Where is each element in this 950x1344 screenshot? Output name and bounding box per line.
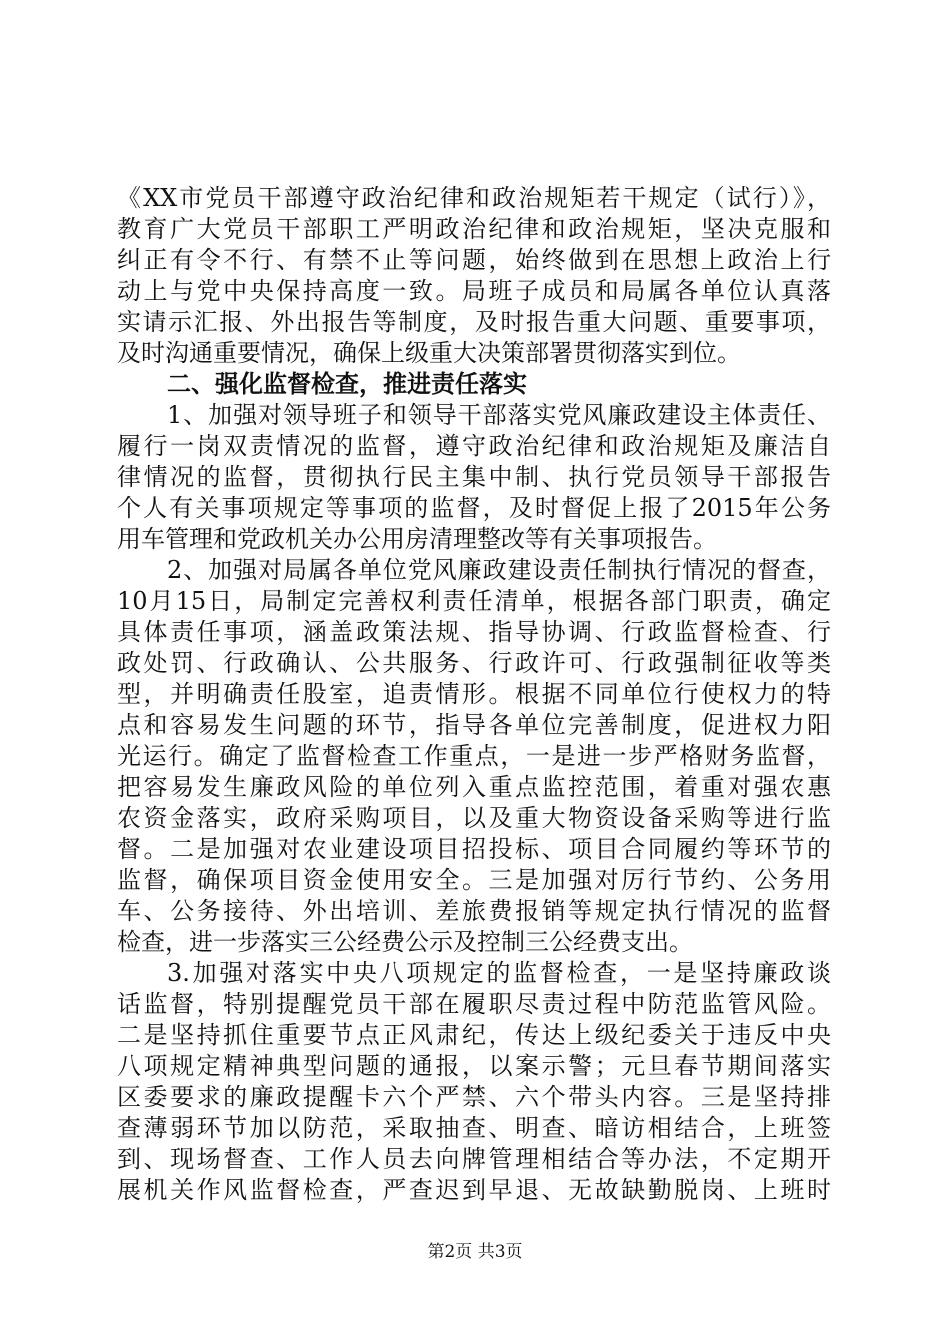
text-line: 车、公务接待、外出培训、差旅费报销等规定执行情况的监督 [117, 897, 831, 925]
text-line: 动上与党中央保持高度一致。局班子成员和局属各单位认真落 [117, 277, 831, 305]
text-line: 把容易发生廉政风险的单位列入重点监控范围，着重对强农惠 [117, 773, 831, 801]
text-line: 教育广大党员干部职工严明政治纪律和政治规矩，坚决克服和 [117, 215, 831, 243]
text-line: 实请示汇报、外出报告等制度，及时报告重大问题、重要事项， [117, 308, 831, 336]
page-footer: 第2页 共3页 [427, 1242, 523, 1262]
text-line: 区委要求的廉政提醒卡六个严禁、六个带头内容。三是坚持排 [117, 1083, 831, 1111]
text-line: 监督，确保项目资金使用安全。三是加强对厉行节约、公务用 [117, 866, 831, 894]
text-line: 话监督，特别提醒党员干部在履职尽责过程中防范监管风险。 [117, 990, 831, 1018]
text-line: 查薄弱环节加以防范，采取抽查、明查、暗访相结合，上班签 [117, 1114, 831, 1142]
text-line: 个人有关事项规定等事项的监督，及时督促上报了2015年公务 [117, 494, 831, 522]
text-line: 展机关作风监督检查，严查迟到早退、无故缺勤脱岗、上班时 [117, 1176, 831, 1204]
text-line: 督。二是加强对农业建设项目招投标、项目合同履约等环节的 [117, 835, 831, 863]
text-line: 点和容易发生问题的环节，指导各单位完善制度，促进权力阳 [117, 711, 831, 739]
text-line: 二是坚持抓住重要节点正风肃纪，传达上级纪委关于违反中央 [117, 1021, 831, 1049]
text-line: 2、加强对局属各单位党风廉政建设责任制执行情况的督查， [167, 556, 831, 584]
text-line: 3.加强对落实中央八项规定的监督检查，一是坚持廉政谈 [167, 959, 831, 987]
text-line: 八项规定精神典型问题的通报，以案示警；元旦春节期间落实 [117, 1052, 831, 1080]
text-line: 到、现场督查、工作人员去向牌管理相结合等办法，不定期开 [117, 1145, 831, 1173]
text-line: 检查，进一步落实三公经费公示及控制三公经费支出。 [117, 928, 693, 956]
text-line: 10月15日，局制定完善权利责任清单，根据各部门职责，确定 [117, 587, 831, 615]
text-line: 及时沟通重要情况，确保上级重大决策部署贯彻落实到位。 [117, 339, 741, 367]
text-line: 光运行。确定了监督检查工作重点，一是进一步严格财务监督， [117, 742, 831, 770]
section-heading: 二、强化监督检查，推进责任落实 [167, 369, 527, 398]
text-line: 1、加强对领导班子和领导干部落实党风廉政建设主体责任、 [167, 401, 831, 429]
text-line: 用车管理和党政机关办公用房清理整改等有关事项报告。 [117, 525, 717, 553]
text-line: 《XX市党员干部遵守政治纪律和政治规矩若干规定（试行）》， [117, 184, 831, 212]
text-line: 农资金落实，政府采购项目，以及重大物资设备采购等进行监 [117, 804, 831, 832]
text-line: 型，并明确责任股室，追责情形。根据不同单位行使权力的特 [117, 680, 831, 708]
text-line: 政处罚、行政确认、公共服务、行政许可、行政强制征收等类 [117, 649, 831, 677]
text-line: 具体责任事项，涵盖政策法规、指导协调、行政监督检查、行 [117, 618, 831, 646]
text-line: 纠正有令不行、有禁不止等问题，始终做到在思想上政治上行 [117, 246, 831, 274]
text-line: 履行一岗双责情况的监督，遵守政治纪律和政治规矩及廉洁自 [117, 432, 831, 460]
text-line: 律情况的监督，贯彻执行民主集中制、执行党员领导干部报告 [117, 463, 831, 491]
